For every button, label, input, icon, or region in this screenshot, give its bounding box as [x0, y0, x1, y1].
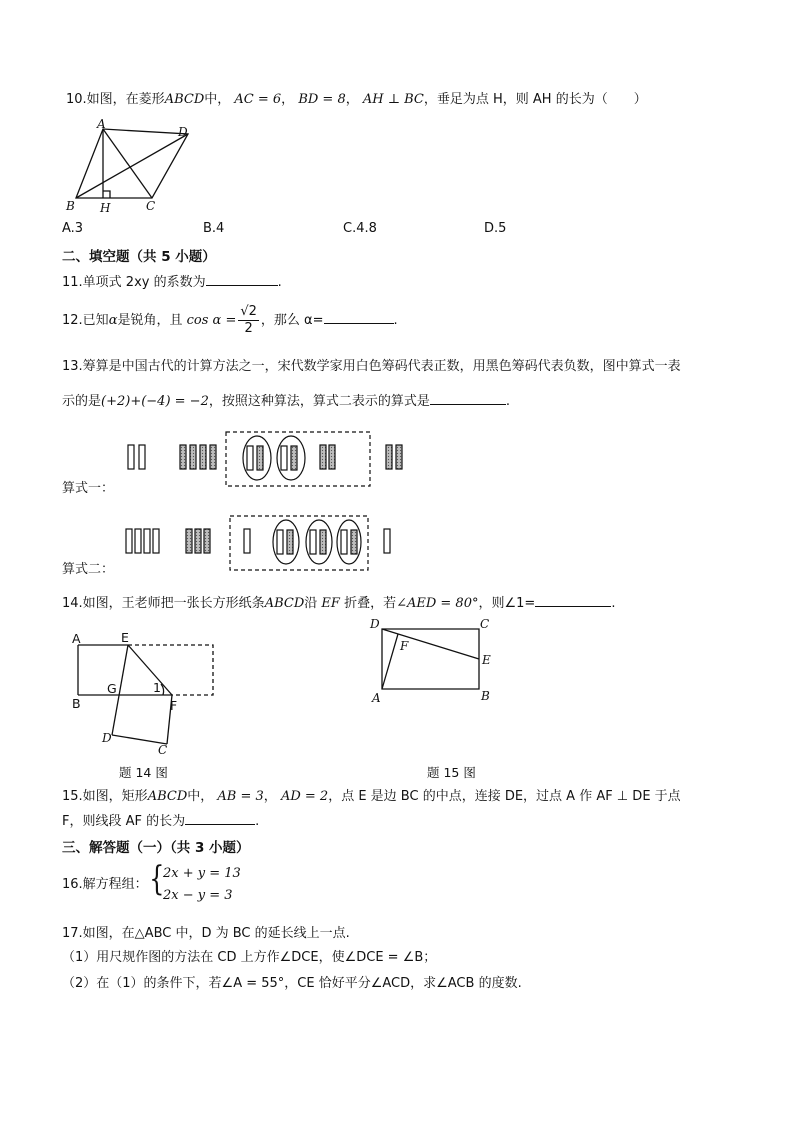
q14-folded-strip-figure: [66, 628, 226, 758]
q10-option-d: D.5: [484, 221, 507, 236]
caption-fig15: 题 15 图: [427, 765, 476, 780]
q12-answer-blank[interactable]: [324, 310, 394, 324]
q14-angle: ∠AED = 80°: [396, 596, 479, 611]
q13-answer-blank[interactable]: [430, 391, 506, 405]
q11-end: .: [277, 275, 282, 290]
q15-answer-blank[interactable]: [185, 811, 255, 825]
q15-ab: AB = 3: [217, 789, 264, 804]
q11-answer-blank[interactable]: [206, 272, 278, 286]
q11-stem: [62, 272, 282, 291]
q14-abcd: ABCD: [264, 596, 305, 611]
q10-label-a: A: [97, 118, 106, 131]
q10-option-b: B.4: [203, 221, 225, 236]
q10-ah: AH ⊥ BC: [362, 92, 424, 107]
q10-label-b: B: [66, 199, 75, 213]
q16-eq1: 2x + y = 13: [163, 866, 241, 881]
q13-line2-post: ，按照这种算法，算式二表示的算式是: [208, 394, 430, 409]
q14-answer-blank[interactable]: [535, 593, 611, 607]
q12-post: ，那么 α=: [260, 313, 324, 328]
q12-alpha: α: [108, 313, 118, 328]
q10-rhombus-figure: [60, 118, 200, 218]
q10-text-mid: 中，: [204, 92, 231, 107]
q13-label-expr1: 算式一：: [62, 481, 115, 496]
q13-expr: (+2)+(−4) = −2: [101, 394, 209, 409]
q13-expr2-figure: [120, 510, 420, 572]
white-rod: [128, 445, 134, 469]
q14-stem: [62, 593, 615, 612]
q10-text-pre: 10.如图，在菱形: [66, 92, 165, 107]
q14-label-a: A: [72, 631, 81, 646]
q10-label-c: C: [146, 199, 156, 213]
q15-label-d: D: [370, 617, 380, 631]
q10-option-a: A.3: [62, 221, 84, 236]
q14-ef: EF: [321, 596, 340, 611]
q15-abcd: ABCD: [147, 789, 188, 804]
black-rod: [190, 445, 196, 469]
q14-end: .: [611, 596, 616, 611]
white-rod: [139, 445, 145, 469]
section2-title: 二、填空题（共 5 小题）: [62, 249, 216, 265]
q10-sep2: ，: [345, 92, 359, 107]
q13-line1: 13.筹算是中国古代的计算方法之一，宋代数学家用白色筹码代表正数，用黑色筹码代表负数，图中算式一表: [62, 359, 681, 374]
q14-label-d: D: [102, 731, 112, 745]
q15-rectangle-figure: [366, 614, 506, 706]
q13-label-expr2: 算式二：: [62, 562, 115, 577]
q15-label-c: C: [480, 617, 490, 631]
q14-mid: 沿: [304, 596, 318, 611]
q14-label-c: C: [158, 743, 168, 757]
black-rod: [200, 445, 206, 469]
q15-sep: ，: [263, 789, 277, 804]
q15-line1-pre: 15.如图，矩形: [62, 789, 148, 804]
q14-label-f: F: [170, 698, 178, 713]
q14-mid2: 折叠，若: [344, 596, 397, 611]
q15-line1: [62, 789, 681, 805]
q10-sep1: ，: [281, 92, 295, 107]
q17-line1: 17.如图，在△ABC 中，D 为 BC 的延长线上一点.: [62, 926, 350, 941]
q15-line1-post: ，点 E 是边 BC 的中点，连接 DE，过点 A 作 AF ⊥ DE 于点: [328, 789, 681, 804]
q13-end: .: [505, 394, 510, 409]
q15-label-e: E: [482, 653, 491, 667]
q15-ad: AD = 2: [280, 789, 329, 804]
q15-line2: [62, 811, 259, 830]
q10-label-d: D: [178, 125, 188, 139]
q14-label-e: E: [121, 630, 129, 645]
black-rod: [180, 445, 186, 469]
caption-fig14: 题 14 图: [119, 765, 168, 780]
q17-part1: （1）用尺规作图的方法在 CD 上方作∠DCE，使∠DCE = ∠B；: [62, 950, 437, 965]
q14-label-b: B: [72, 696, 81, 711]
q12-denominator: 2: [244, 321, 253, 336]
q15-line1-mid: 中，: [187, 789, 214, 804]
q12-mid: 是锐角，且: [117, 313, 183, 328]
q10-text-post: ，垂足为点 H，则 AH 的长为（ ）: [423, 92, 647, 107]
q12-pre: 12.已知: [62, 313, 109, 328]
q17-part2: （2）在（1）的条件下，若∠A = 55°，CE 恰好平分∠ACD，求∠ACB 的度数.: [62, 976, 522, 991]
q16-label: 16.解方程组：: [62, 877, 148, 892]
q12-cos: cos α =: [186, 313, 237, 328]
q13-line2: [62, 391, 510, 410]
q14-pre: 14.如图，王老师把一张长方形纸条: [62, 596, 265, 611]
q15-label-f: F: [400, 639, 409, 653]
q16-eq2: 2x − y = 3: [163, 888, 233, 903]
q15-label-a: A: [372, 691, 381, 705]
q15-label-b: B: [481, 689, 490, 703]
q10-option-c: C.4.8: [343, 221, 377, 236]
q13-expr1-figure: [120, 428, 420, 490]
q12-fraction: [238, 304, 259, 337]
left-brace-icon: {: [149, 859, 165, 899]
q11-text: 11.单项式 2xy 的系数为: [62, 275, 206, 290]
q13-line2-pre: 示的是: [62, 394, 102, 409]
q12-numerator: √2: [240, 304, 257, 319]
q14-label-g: G: [107, 681, 117, 696]
black-rod: [210, 445, 216, 469]
q12-stem: [62, 304, 398, 337]
q10-ac: AC = 6: [234, 92, 282, 107]
q10-bd: BD = 8: [298, 92, 346, 107]
q14-label-1: 1: [153, 680, 161, 695]
q14-post: ，则∠1=: [478, 596, 536, 611]
q10-stem: [66, 92, 647, 108]
section3-title: 三、解答题（一）（共 3 小题）: [62, 840, 250, 856]
q10-abcd: ABCD: [164, 92, 205, 107]
q10-label-h: H: [100, 201, 111, 215]
q15-line2-text: F，则线段 AF 的长为: [62, 814, 186, 829]
q15-end: .: [255, 814, 260, 829]
q12-end: .: [393, 313, 398, 328]
